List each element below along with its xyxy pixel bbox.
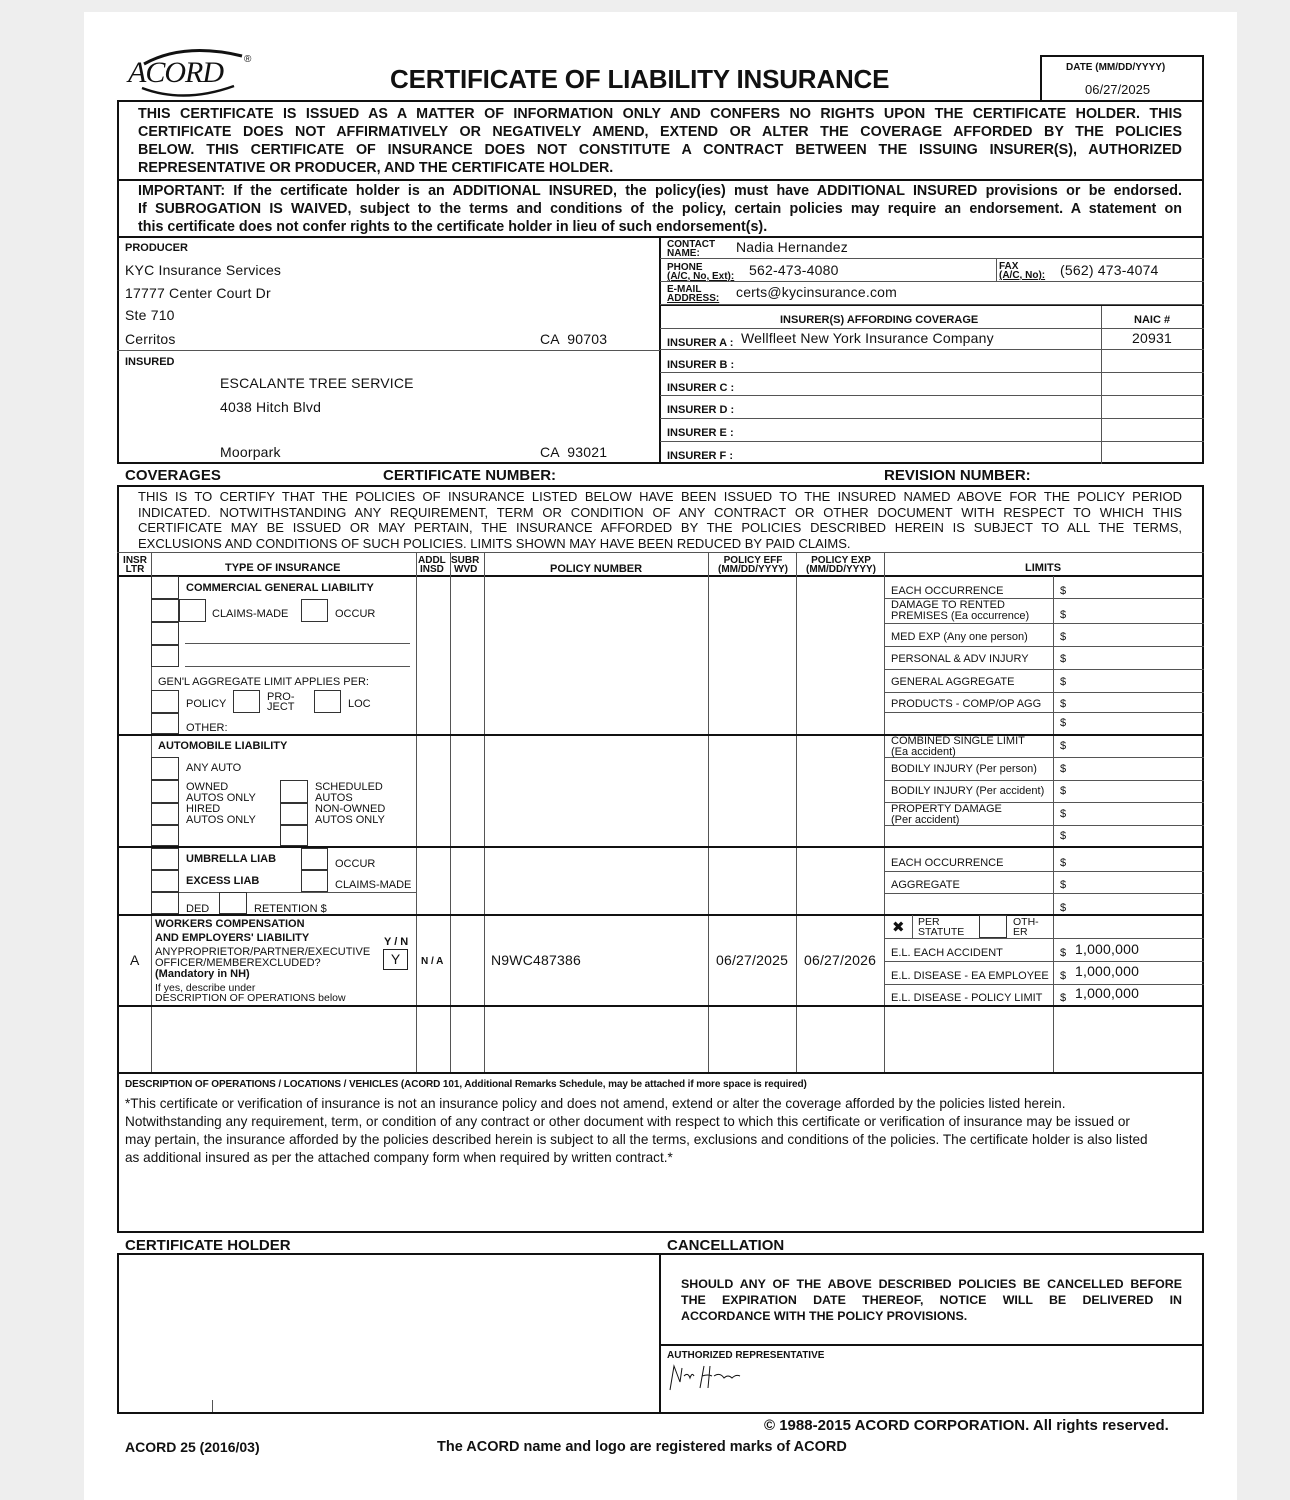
- hired-1: HIRED: [186, 803, 221, 815]
- yn-label: Y / N: [384, 936, 409, 948]
- producer-address-2: Ste 710: [125, 307, 175, 323]
- dollar-sign: $: [1060, 830, 1067, 842]
- trademark-notice: The ACORD name and logo are registered marks of ACORD: [437, 1439, 847, 1455]
- email-value: certs@kycinsurance.com: [736, 284, 897, 300]
- header-type: TYPE OF INSURANCE: [225, 562, 341, 574]
- notice-line-4: REPRESENTATIVE OR PRODUCER, AND THE CERTIFICATE HOLDER.: [138, 160, 614, 176]
- fax-label: [999, 262, 1045, 280]
- policy-label: POLICY: [186, 698, 227, 710]
- claims-made-checkbox[interactable]: [179, 599, 206, 622]
- important-line-2: If SUBROGATION IS WAIVED, subject to the terms and conditions of the policy, certain policies may require an endorsement. A statement on: [138, 201, 1182, 217]
- scheduled-1: SCHEDULED: [315, 781, 383, 793]
- per-statute-2: STATUTE: [918, 926, 965, 938]
- header-addl-insd: [418, 556, 446, 574]
- coverages-intro-3: CERTIFICATE MAY BE ISSUED OR MAY PERTAIN, THE INSURANCE AFFORDED BY THE POLICIES DESCRIBED HEREIN IS SUBJECT TO ALL THE TERMS,: [138, 520, 1182, 535]
- cgl-title: COMMERCIAL GENERAL LIABILITY: [186, 582, 374, 594]
- important-line-1: IMPORTANT: If the certificate holder is an ADDITIONAL INSURED, the policy(ies) must have ADDITIONAL INSURED provisions or be endorsed.: [138, 183, 1182, 199]
- el-disease-employee-value: 1,000,000: [1075, 963, 1140, 979]
- dollar-sign: $: [1060, 879, 1067, 891]
- header-addl: ADDL: [418, 555, 446, 566]
- insurer-d-label: INSURER D :: [667, 404, 735, 416]
- dollar-sign: $: [1060, 808, 1067, 820]
- cancellation-label: CANCELLATION: [667, 1237, 785, 1254]
- contact-name: Nadia Hernandez: [736, 239, 848, 255]
- cgl-checkbox[interactable]: [151, 576, 179, 599]
- workers-question: [155, 947, 370, 980]
- non-owned-autos-label: [315, 804, 385, 826]
- page-title: CERTIFICATE OF LIABILITY INSURANCE: [390, 64, 890, 94]
- auto-title: AUTOMOBILE LIABILITY: [158, 740, 288, 752]
- producer-city: Cerritos: [125, 331, 176, 347]
- header-wvd: WVD: [454, 564, 478, 575]
- cgl-left-checkbox-4[interactable]: [151, 645, 179, 667]
- csl-1: COMBINED SINGLE LIMIT: [891, 735, 1025, 747]
- insurer-f-label: INSURER F :: [667, 450, 733, 462]
- header-eff-1: POLICY EFF: [723, 555, 783, 566]
- other-label: OTHER:: [186, 722, 228, 734]
- insured-city: Moorpark: [220, 444, 281, 460]
- registered-mark: ®: [244, 54, 252, 65]
- occur-label: OCCUR: [335, 608, 376, 620]
- ded-checkbox[interactable]: [151, 892, 179, 914]
- other-checkbox[interactable]: [151, 713, 179, 734]
- umbrella-claims-made-label: CLAIMS-MADE: [335, 879, 412, 891]
- fax-value: (562) 473-4074: [1060, 262, 1159, 278]
- workers-policy-exp: 06/27/2026: [804, 952, 877, 968]
- cgl-left-checkbox-2[interactable]: [151, 599, 179, 622]
- scheduled-2: AUTOS: [315, 792, 353, 804]
- phone-label-line2: (A/C, No, Ext):: [667, 271, 735, 282]
- producer-state-zip: CA 90703: [540, 331, 608, 347]
- workers-q4: If yes, describe under: [155, 982, 256, 994]
- date-value: 06/27/2025: [1085, 82, 1151, 97]
- excess-label: EXCESS LIAB: [186, 875, 260, 887]
- umbrella-label: UMBRELLA LIAB: [186, 853, 277, 865]
- el-each-accident-value: 1,000,000: [1075, 941, 1140, 957]
- any-auto-label: ANY AUTO: [186, 762, 242, 774]
- csl-2: (Ea accident): [891, 746, 956, 758]
- cancellation-line-2: THE EXPIRATION DATE THEREOF, NOTICE WILL BE DELIVERED IN: [681, 1293, 1182, 1307]
- umbrella-aggregate: AGGREGATE: [891, 879, 960, 891]
- insurers-header: INSURER(S) AFFORDING COVERAGE: [780, 314, 979, 326]
- copyright: © 1988-2015 ACORD CORPORATION. All rights reserved.: [764, 1417, 1169, 1434]
- header-subr-wvd: [451, 556, 479, 574]
- workers-insr-ltr: A: [130, 952, 140, 968]
- insurer-a-name: Wellfleet New York Insurance Company: [741, 330, 994, 346]
- acord-logo: [124, 44, 259, 100]
- insurer-a-label: INSURER A :: [667, 337, 734, 349]
- yn-value: Y: [390, 951, 401, 967]
- owned-autos-checkbox[interactable]: [151, 780, 179, 803]
- other-statute-checkbox[interactable]: [979, 915, 1007, 938]
- header-policy-eff: [710, 556, 796, 574]
- pd-2: (Per accident): [891, 814, 960, 826]
- limit-bi-per-accident: BODILY INJURY (Per accident): [891, 785, 1045, 797]
- form-number: ACORD 25 (2016/03): [125, 1439, 260, 1455]
- description-line-2: Notwithstanding any requirement, term, or condition of any contract or other document with respect to which this certificate or verification of insurance may be issued or: [125, 1114, 1130, 1129]
- yn-value-box[interactable]: [383, 949, 408, 970]
- per-statute-1: PER: [918, 916, 940, 928]
- excess-checkbox[interactable]: [151, 870, 179, 892]
- cancellation-line-3: ACCORDANCE WITH THE POLICY PROVISIONS.: [681, 1309, 968, 1323]
- important-line-3: this certificate does not confer rights to the certificate holder in lieu of such endorsement(s).: [138, 219, 768, 235]
- claims-made-label: CLAIMS-MADE: [212, 608, 289, 620]
- description-label: DESCRIPTION OF OPERATIONS / LOCATIONS / VEHICLES (ACORD 101, Additional Remarks Schedule, may be attached if more space is required): [125, 1079, 807, 1090]
- project-label-2: JECT: [267, 701, 295, 713]
- fax-label-line2: (A/C, No):: [999, 270, 1046, 281]
- signature-icon: [666, 1362, 746, 1392]
- limit-combined-single: [891, 736, 1025, 758]
- scheduled-autos-label: [315, 782, 383, 804]
- certificate-number-label: CERTIFICATE NUMBER:: [383, 467, 557, 484]
- contact-label-line1: CONTACT: [667, 239, 716, 250]
- occur-checkbox[interactable]: [301, 599, 328, 622]
- header-eff-2: (MM/DD/YYYY): [718, 564, 788, 575]
- insured-name: ESCALANTE TREE SERVICE: [220, 375, 414, 391]
- dollar-sign: $: [1060, 785, 1067, 797]
- email-label-line2: ADDRESS:: [667, 293, 720, 304]
- insured-state-zip: CA 93021: [540, 444, 608, 460]
- limit-damage-rented-1: DAMAGE TO RENTED: [891, 599, 1005, 611]
- other-statute-label: [1013, 917, 1039, 937]
- el-disease-employee: E.L. DISEASE - EA EMPLOYEE: [891, 970, 1049, 982]
- insurer-b-label: INSURER B :: [667, 359, 735, 371]
- dollar-sign: $: [1060, 992, 1067, 1004]
- phone-value: 562-473-4080: [749, 262, 839, 278]
- date-label: DATE (MM/DD/YYYY): [1066, 62, 1166, 73]
- umbrella-checkbox[interactable]: [151, 848, 179, 870]
- header-policy-number: POLICY NUMBER: [550, 563, 643, 575]
- insured-label: INSURED: [125, 356, 175, 368]
- workers-q2: OFFICER/MEMBEREXCLUDED?: [155, 957, 321, 969]
- dollar-sign: $: [1060, 740, 1067, 752]
- contact-label-line2: NAME:: [667, 248, 700, 259]
- dollar-sign: $: [1060, 585, 1067, 597]
- scheduled-autos-checkbox[interactable]: [280, 780, 308, 803]
- dollar-sign: $: [1060, 947, 1067, 959]
- limit-property-damage: [891, 804, 1002, 826]
- umbrella-claims-made-checkbox[interactable]: [301, 870, 328, 892]
- umbrella-each-occurrence: EACH OCCURRENCE: [891, 857, 1004, 869]
- header-insr: INSR: [123, 555, 147, 566]
- umbrella-occur-label: OCCUR: [335, 858, 376, 870]
- signature: [666, 1362, 746, 1392]
- header-limits: LIMITS: [1025, 562, 1062, 574]
- phone-label-line1: PHONE: [667, 262, 703, 273]
- dollar-sign: $: [1060, 631, 1067, 643]
- acord-logo-text: ACORD: [128, 56, 223, 89]
- workers-q3: (Mandatory in NH): [155, 968, 250, 980]
- project-label-1: PRO-: [267, 691, 295, 703]
- contact-name-label: [667, 240, 715, 258]
- hired-autos-label: [186, 804, 256, 826]
- limit-damage-rented: [891, 600, 1029, 622]
- phone-label: [667, 263, 734, 281]
- workers-title-1: WORKERS COMPENSATION: [155, 918, 305, 930]
- workers-q5: DESCRIPTION OF OPERATIONS below: [155, 992, 346, 1004]
- naic-header: NAIC #: [1134, 314, 1171, 326]
- email-label: [667, 285, 719, 303]
- certificate-holder-label: CERTIFICATE HOLDER: [125, 1237, 291, 1254]
- limit-general-aggregate: GENERAL AGGREGATE: [891, 676, 1015, 688]
- description-line-1: *This certificate or verification of insurance is not an insurance policy and does not amend, extend or alter the coverage afforded by the policies listed herein.: [125, 1096, 1066, 1111]
- fax-label-line1: FAX: [999, 261, 1019, 272]
- header-subr: SUBR: [451, 555, 480, 566]
- any-auto-checkbox[interactable]: [151, 757, 179, 780]
- dollar-sign: $: [1060, 902, 1067, 914]
- producer-label: PRODUCER: [125, 242, 188, 254]
- project-label: [267, 692, 295, 712]
- cgl-left-checkbox-3[interactable]: [151, 622, 179, 645]
- retention-label: RETENTION $: [254, 903, 327, 915]
- dollar-sign: $: [1060, 717, 1067, 729]
- dollar-sign: $: [1060, 609, 1067, 621]
- limit-products: PRODUCTS - COMP/OP AGG: [891, 698, 1042, 710]
- header-exp-1: POLICY EXP: [811, 555, 871, 566]
- dollar-sign: $: [1060, 653, 1067, 665]
- limit-damage-rented-2: PREMISES (Ea occurrence): [891, 610, 1030, 622]
- hired-2: AUTOS ONLY: [186, 814, 256, 826]
- header-insd: INSD: [420, 564, 444, 575]
- other-statute-1: OTH-: [1013, 916, 1039, 928]
- loc-checkbox[interactable]: [314, 690, 341, 713]
- insured-address-1: 4038 Hitch Blvd: [220, 399, 322, 415]
- header-exp-2: (MM/DD/YYYY): [806, 564, 876, 575]
- dollar-sign: $: [1060, 763, 1067, 775]
- revision-number-label: REVISION NUMBER:: [884, 467, 1031, 484]
- project-checkbox[interactable]: [233, 690, 260, 713]
- el-disease-policy-value: 1,000,000: [1075, 985, 1140, 1001]
- insurer-e-label: INSURER E :: [667, 427, 734, 439]
- other-statute-2: ER: [1013, 926, 1028, 938]
- per-statute-check-icon[interactable]: ✖: [892, 919, 905, 936]
- owned-2: AUTOS ONLY: [186, 792, 256, 804]
- dollar-sign: $: [1060, 970, 1067, 982]
- el-each-accident: E.L. EACH ACCIDENT: [891, 947, 1003, 959]
- insurer-c-label: INSURER C :: [667, 382, 735, 394]
- producer-name: KYC Insurance Services: [125, 262, 282, 278]
- el-disease-policy: E.L. DISEASE - POLICY LIMIT: [891, 992, 1043, 1004]
- description-line-4: as additional insured as per the attached company form when required by written contract.*: [125, 1150, 673, 1165]
- coverages-intro-4: EXCLUSIONS AND CONDITIONS OF SUCH POLICIES. LIMITS SHOWN MAY HAVE BEEN REDUCED BY PAID CLAIMS.: [138, 536, 851, 551]
- workers-addl-insd: N / A: [421, 956, 444, 967]
- ded-label: DED: [186, 903, 210, 915]
- owned-1: OWNED: [186, 781, 229, 793]
- header-policy-exp: [798, 556, 884, 574]
- header-insr-ltr: [121, 556, 149, 574]
- gen-agg-label: GEN'L AGGREGATE LIMIT APPLIES PER:: [158, 676, 369, 688]
- coverages-intro-1: THIS IS TO CERTIFY THAT THE POLICIES OF INSURANCE LISTED BELOW HAVE BEEN ISSUED TO THE INSURED NAMED ABOVE FOR THE POLICY PERIOD: [138, 489, 1182, 504]
- notice-line-2: CERTIFICATE DOES NOT AFFIRMATIVELY OR NEGATIVELY AMEND, EXTEND OR ALTER THE COVERAGE AFFORDED BY THE POLICIES: [138, 124, 1182, 140]
- owned-autos-label: [186, 782, 256, 804]
- non-owned-autos-checkbox[interactable]: [280, 803, 308, 825]
- workers-policy-eff: 06/27/2025: [716, 952, 789, 968]
- limit-each-occurrence: EACH OCCURRENCE: [891, 585, 1004, 597]
- workers-q1: ANYPROPRIETOR/PARTNER/EXECUTIVE: [155, 946, 371, 958]
- limit-bi-per-person: BODILY INJURY (Per person): [891, 763, 1037, 775]
- dollar-sign: $: [1060, 676, 1067, 688]
- notice-line-1: THIS CERTIFICATE IS ISSUED AS A MATTER OF INFORMATION ONLY AND CONFERS NO RIGHTS UPON THE CERTIFICATE HOLDER. THIS: [138, 106, 1182, 122]
- authorized-rep-label: AUTHORIZED REPRESENTATIVE: [667, 1350, 825, 1361]
- insurer-a-naic: 20931: [1132, 330, 1172, 346]
- cancellation-line-1: SHOULD ANY OF THE ABOVE DESCRIBED POLICIES BE CANCELLED BEFORE: [681, 1277, 1182, 1291]
- dollar-sign: $: [1060, 857, 1067, 869]
- nonowned-2: AUTOS ONLY: [315, 814, 385, 826]
- limit-personal-adv: PERSONAL & ADV INJURY: [891, 653, 1029, 665]
- workers-note: [155, 983, 346, 1003]
- auto-blank-checkbox-2[interactable]: [280, 825, 308, 846]
- auto-blank-checkbox[interactable]: [151, 825, 179, 846]
- certificate-holder-field[interactable]: [119, 1255, 657, 1412]
- limit-med-exp: MED EXP (Any one person): [891, 631, 1028, 643]
- per-statute-label: [918, 917, 964, 937]
- producer-address-1: 17777 Center Court Dr: [125, 285, 271, 301]
- email-label-line1: E-MAIL: [667, 284, 702, 295]
- description-line-3: may pertain, the insurance afforded by the policies described herein is subject to all the terms, exclusions and conditions of the policies. The certificate holder is also listed: [125, 1132, 1148, 1147]
- loc-label: LOC: [348, 698, 371, 710]
- coverages-label: COVERAGES: [125, 467, 221, 484]
- coverages-intro-2: INDICATED. NOTWITHSTANDING ANY REQUIREMENT, TERM OR CONDITION OF ANY CONTRACT OR OTHER DOCUMENT WITH RESPECT TO WHICH THIS: [138, 505, 1182, 520]
- policy-checkbox[interactable]: [151, 690, 179, 713]
- retention-checkbox[interactable]: [219, 892, 247, 914]
- workers-policy-number: N9WC487386: [491, 952, 581, 968]
- dollar-sign: $: [1060, 698, 1067, 710]
- pd-1: PROPERTY DAMAGE: [891, 803, 1002, 815]
- nonowned-1: NON-OWNED: [315, 803, 386, 815]
- header-ltr: LTR: [125, 564, 145, 575]
- workers-title-2: AND EMPLOYERS' LIABILITY: [155, 932, 310, 944]
- notice-line-3: BELOW. THIS CERTIFICATE OF INSURANCE DOES NOT CONSTITUTE A CONTRACT BETWEEN THE ISSUING INSURER(S), AUTHORIZED: [138, 142, 1182, 158]
- hired-autos-checkbox[interactable]: [151, 803, 179, 825]
- umbrella-occur-checkbox[interactable]: [301, 848, 328, 870]
